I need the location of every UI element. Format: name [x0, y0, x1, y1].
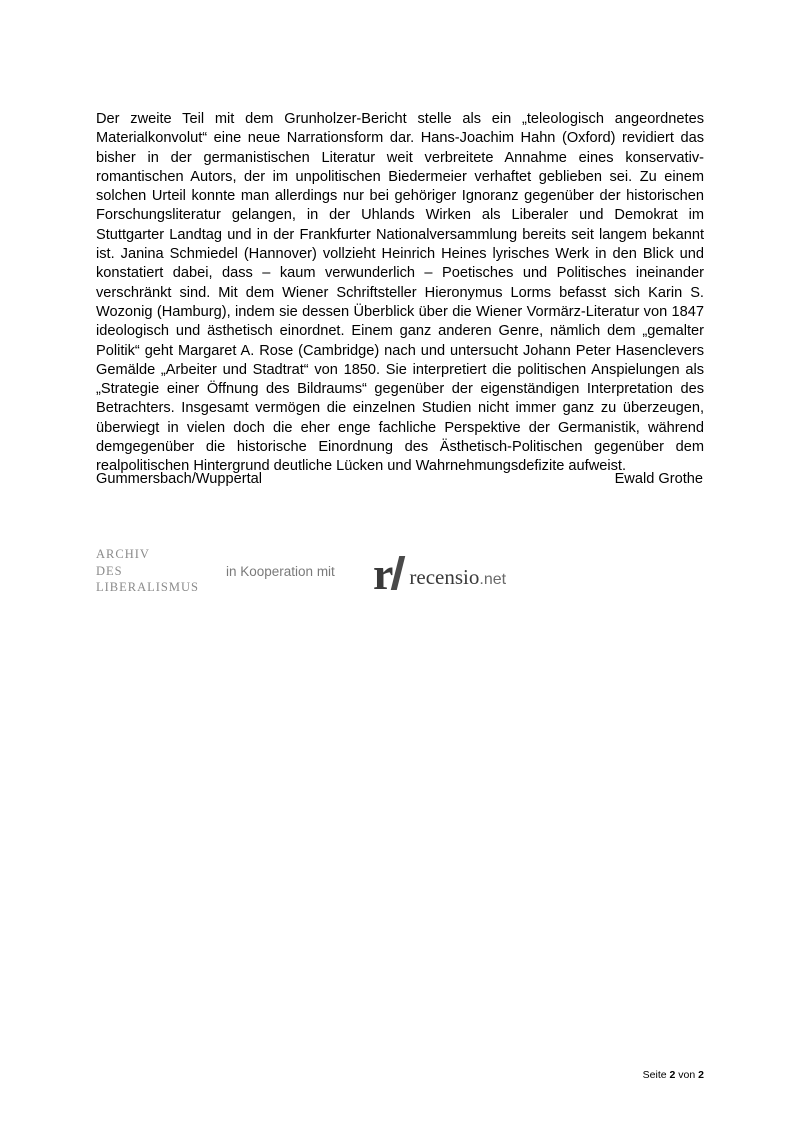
recensio-mark: r [373, 548, 394, 599]
signature-row [96, 470, 703, 489]
footer-current-page: 2 [669, 1069, 676, 1081]
archiv-logo-line: ARCHIV [96, 547, 150, 561]
footer-prefix: Seite [642, 1069, 667, 1081]
recensio-wordmark [409, 565, 506, 590]
signature-place: Gummersbach/Wuppertal [96, 471, 263, 487]
archiv-liberalismus-logo [96, 546, 199, 596]
recensio-tld: .net [479, 571, 507, 588]
archiv-logo-line: DES [96, 563, 123, 578]
recensio-logo [373, 548, 507, 599]
recensio-name: recensio [409, 565, 480, 589]
footer-separator: von [678, 1069, 696, 1081]
signature-author: Ewald Grothe [614, 471, 703, 487]
review-paragraph: Der zweite Teil mit dem Grunholzer-Bericht stelle als ein „teleologisch angeordnetes Materialkonvolut“ eine neue Narrationsform dar. Hans-Joachim Hahn (Oxford) revidiert das bisher in der germanistischen Literatur weit verbreitete Annahme eines konservativ-romantischen Autors, der im unpolitischen Biedermeier verhaftet geblieben sei. Zu einem solchen Urteil konnte man allerdings nur bei gehöriger Ignoranz gegenüber der historischen Forschungsliteratur gelangen, in der Uhlands Wirken als Liberaler und Demokrat im Stuttgarter Landtag und in der Frankfurter Nationalversammlung bereits seit langem bekannt ist. Janina Schmiedel (Hannover) vollzieht Heinrich Heines lyrisches Werk in den Blick und konstatiert dabei, dass – kaum verwunderlich – Poetisches und Politisches ineinander verschränkt sind. Mit dem Wiener Schriftsteller Hieronymus Lorms befasst sich Karin S. Wozonig (Hamburg), indem sie dessen Überblick über die Wiener Vormärz-Literatur von 1847 ideologisch und ästhetisch einordnet. Einem ganz anderen Genre, nämlich dem „gemalter Politik“ geht Margaret A. Rose (Cambridge) nach und untersucht Johann Peter Hasenclevers Gemälde „Arbeiter und Stadtrat“ von 1850. Sie interpretiert die politischen Anspielungen als „Strategie einer Öffnung des Bildraums“ gegenüber der eigenständigen Interpretation des Betrachters. Insgesamt vermögen die einzelnen Studien nicht immer ganz zu überzeugen, überwiegt in vielen doch die eher enge fachliche Perspektive der Germanistik, während demgegenüber die historische Einordnung des Ästhetisch-Politischen gegenüber dem realpolitischen Hintergrund deutliche Lücken und Wahrnehmungsdefizite aufweist. [96, 111, 704, 475]
footer-total-pages: 2 [698, 1069, 704, 1081]
archiv-logo-line: LIBERALISMUS [96, 580, 199, 594]
cooperation-text: in Kooperation mit [226, 564, 335, 579]
page-footer [643, 1069, 704, 1082]
logo-row [96, 546, 556, 606]
